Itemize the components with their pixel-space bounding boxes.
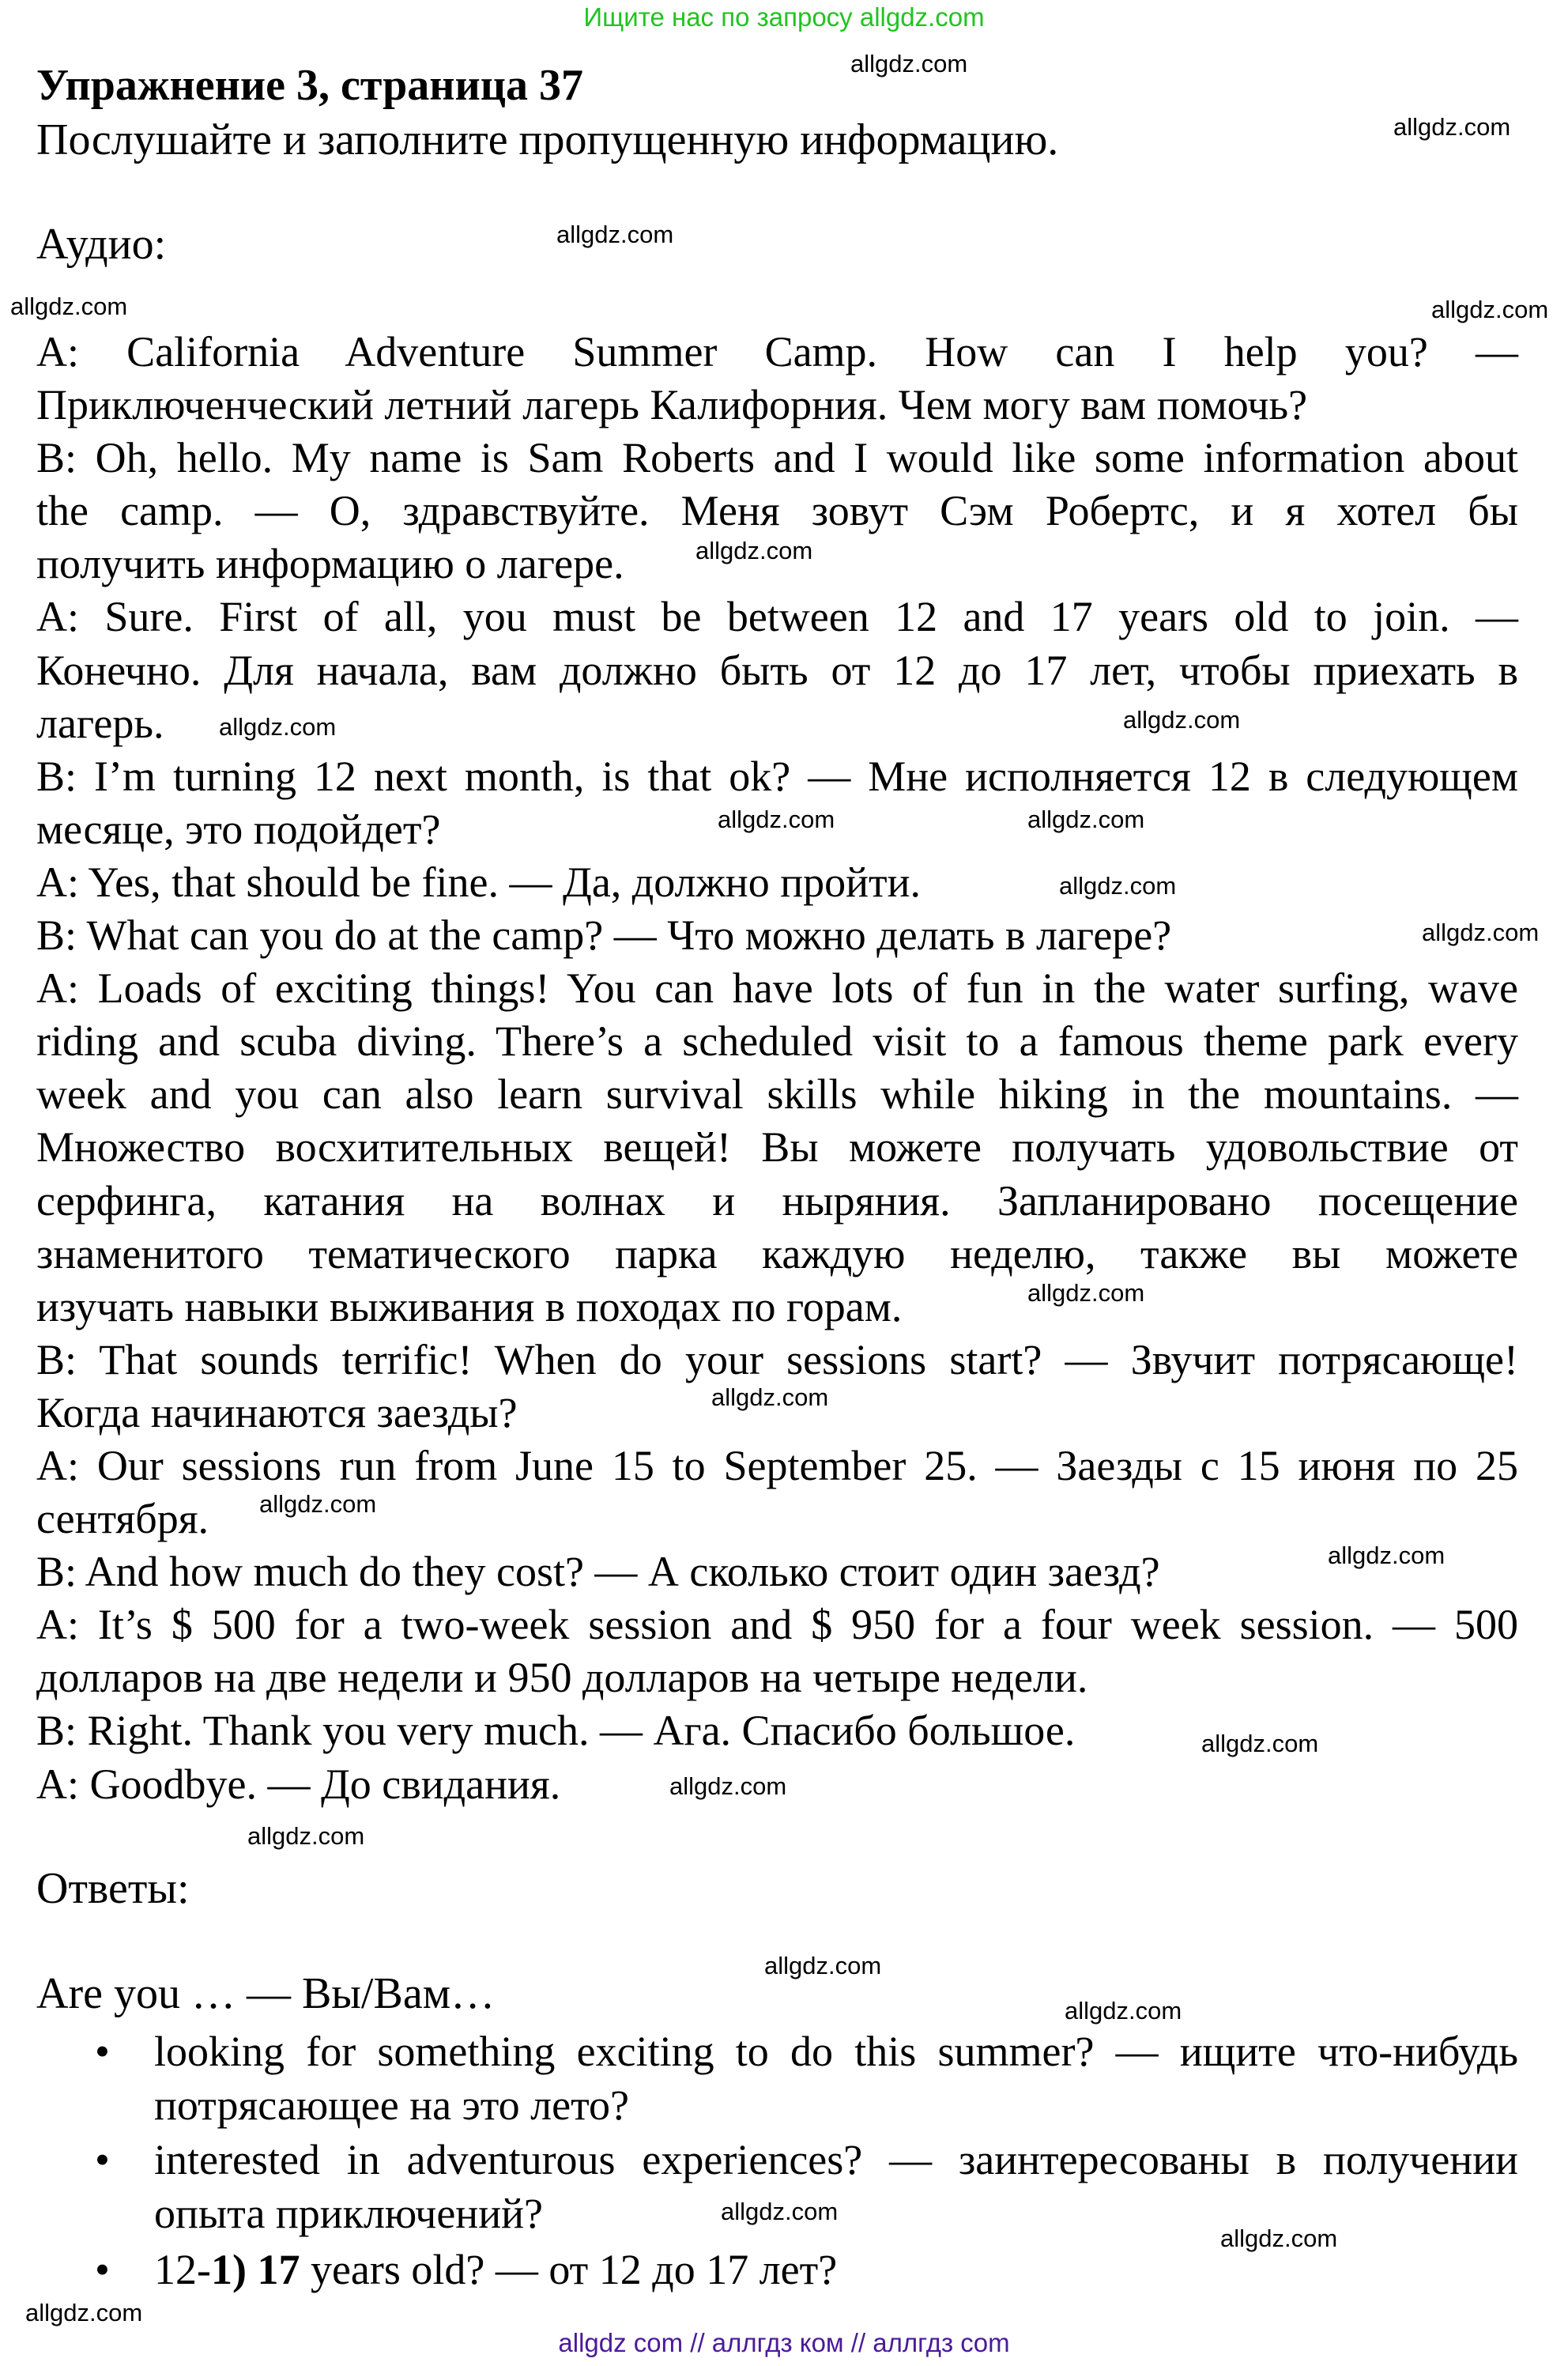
bullet-icon: • — [95, 2028, 110, 2075]
watermark: allgdz.com — [219, 713, 337, 741]
watermark: allgdz.com — [1328, 1541, 1446, 1569]
dialog-line: the camp. — О, здравствуйте. Меня зовут Сэм Робертс, и я хотел бы — [36, 487, 1518, 535]
dialog-line: серфинга, катания на волнах и ныряния. Запланировано посещение — [36, 1176, 1518, 1225]
dialog-line: Конечно. Для начала, вам должно быть от 12 до 17 лет, чтобы приехать в — [36, 646, 1518, 694]
dialog-line: B: That sounds terrific! When do your sessions start? — Звучит потрясающе! — [36, 1335, 1518, 1383]
watermark: allgdz.com — [1065, 1997, 1182, 2024]
dialog-line: сентября. — [36, 1495, 209, 1543]
dialog-line: A: It’s $ 500 for a two-week session and $ 950 for a four week session. — 500 — [36, 1601, 1518, 1649]
dialog-line: знаменитого тематического парка каждую неделю, также вы можете — [36, 1229, 1518, 1277]
dialog-line: лагерь. — [36, 699, 164, 747]
answers-label: Ответы: — [36, 1864, 190, 1913]
watermark: allgdz.com — [711, 1383, 829, 1411]
watermark: allgdz.com — [247, 1822, 365, 1850]
answer-text: опыта приключений? — [154, 2190, 543, 2237]
answer-rest: years old? — от 12 до 17 лет? — [300, 2246, 838, 2293]
watermark: allgdz.com — [1027, 1279, 1145, 1307]
page-subtitle: Послушайте и заполните пропущенную информацию. — [36, 115, 1059, 164]
watermark: allgdz.com — [695, 537, 813, 564]
bullet-icon: • — [95, 2136, 110, 2183]
dialog-line: A: Sure. First of all, you must be between 12 and 17 years old to join. — — [36, 593, 1518, 641]
answer-text: looking for something exciting to do this summer? — ищите что-нибудь — [154, 2028, 1518, 2075]
dialog-line: долларов на две недели и 950 долларов на четыре недели. — [36, 1654, 1088, 1702]
answer-text: потрясающее на это лето? — [154, 2081, 629, 2129]
dialog-line: B: What can you do at the camp? — Что можно делать в лагере? — [36, 911, 1172, 960]
dialog-line: месяце, это подойдет? — [36, 805, 441, 853]
dialog-line: B: Right. Thank you very much. — Ага. Спасибо большое. — [36, 1707, 1076, 1755]
watermark: allgdz.com — [1220, 2224, 1338, 2252]
dialog-line: A: Yes, that should be fine. — Да, должно пройти. — [36, 858, 921, 906]
watermark: allgdz.com — [669, 1772, 787, 1800]
watermark: allgdz.com — [718, 806, 835, 833]
watermark: allgdz.com — [1027, 806, 1145, 833]
footer-watermark: allgdz com // аллгдз ком // аллгдз com — [558, 2328, 1010, 2357]
dialog-line: Приключенческий летний лагерь Калифорния. Чем могу вам помочь? — [36, 381, 1308, 429]
dialog-line: B: I’m turning 12 next month, is that ok? — Мне исполняется 12 в следующем — [36, 752, 1518, 800]
dialog-line: week and you can also learn survival skills while hiking in the mountains. — — [36, 1070, 1518, 1119]
dialog-line: получить информацию о лагере. — [36, 540, 624, 588]
watermark: allgdz.com — [1059, 872, 1177, 900]
watermark: allgdz.com — [1123, 706, 1241, 734]
watermark: allgdz.com — [1422, 919, 1540, 946]
dialog-line: A: Our sessions run from June 15 to September 25. — Заезды с 15 июня по 25 — [36, 1441, 1518, 1489]
dialog-line: riding and scuba diving. There’s a scheduled visit to a famous theme park every — [36, 1017, 1518, 1066]
page-title: Упражнение 3, страница 37 — [36, 61, 584, 110]
watermark: allgdz.com — [25, 2299, 143, 2326]
audio-label: Аудио: — [36, 220, 167, 269]
answer-text: interested in adventurous experiences? — заинтересованы в получении — [154, 2136, 1518, 2183]
dialog-line: Когда начинаются заезды? — [36, 1388, 518, 1436]
watermark: allgdz.com — [10, 292, 128, 320]
watermark: allgdz.com — [259, 1490, 377, 1518]
watermark: allgdz.com — [764, 1952, 882, 1979]
dialog-line: B: Oh, hello. My name is Sam Roberts and I would like some information about — [36, 434, 1518, 482]
watermark: allgdz.com — [1201, 1730, 1319, 1757]
watermark: allgdz.com — [556, 221, 674, 248]
dialog-line: A: California Adventure Summer Camp. How can I help you? — — [36, 328, 1518, 375]
dialog-line: Множество восхитительных вещей! Вы можете получать удовольствие от — [36, 1123, 1518, 1172]
answers-intro: Are you … — Вы/Вам… — [36, 1969, 496, 2018]
dialog-line: A: Loads of exciting things! You can have lots of fun in the water surfing, wave — [36, 964, 1518, 1013]
dialog-line: A: Goodbye. — До свидания. — [36, 1760, 561, 1808]
answer-bold: 1) 17 — [210, 2246, 300, 2293]
dialog-line: B: And how much do they cost? — А сколько стоит один заезд? — [36, 1548, 1160, 1596]
bullet-icon: • — [95, 2246, 110, 2293]
watermark: allgdz.com — [1393, 113, 1511, 141]
watermark: allgdz.com — [721, 2198, 839, 2225]
dialog-line: изучать навыки выживания в походах по горам. — [36, 1282, 903, 1330]
watermark: allgdz.com — [850, 50, 968, 77]
top-banner: Ищите нас по запросу allgdz.com — [583, 2, 985, 32]
answer-prefix: 12- — [154, 2246, 211, 2293]
watermark: allgdz.com — [1431, 296, 1549, 323]
